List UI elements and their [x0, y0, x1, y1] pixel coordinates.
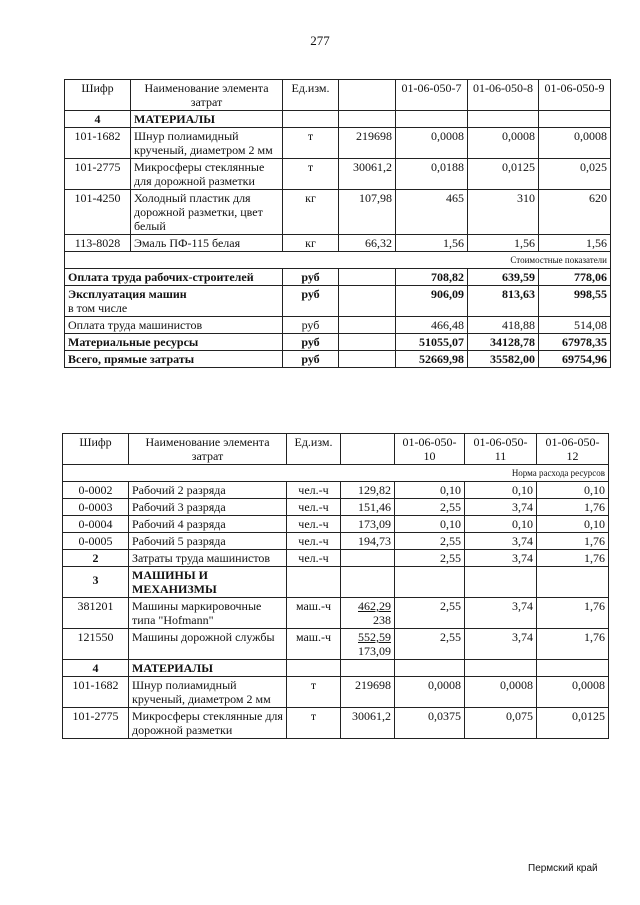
section-number: 4 [63, 660, 129, 677]
row-price: 66,32 [339, 235, 396, 252]
row-price: 30061,2 [341, 708, 395, 739]
cost-row [65, 286, 611, 317]
row-price: 107,98 [339, 190, 396, 235]
section-number: 3 [63, 567, 129, 598]
row-value-1: 2,55 [395, 499, 465, 516]
row-value-1: 465 [396, 190, 468, 235]
row-name: Рабочий 3 разряда [129, 499, 287, 516]
row-price: 219698 [339, 128, 396, 159]
row-value-3: 0,10 [537, 482, 609, 499]
table-row [63, 598, 609, 629]
cost-value-1: 708,82 [396, 269, 468, 286]
row-name: Шнур полиамидный крученый, диаметром 2 мм [129, 677, 287, 708]
row-name: Шнур полиамидный крученый, диаметром 2 мм [131, 128, 283, 159]
header-price [341, 434, 395, 465]
row-value-2: 0,0008 [468, 128, 539, 159]
header-code: Шифр [63, 434, 129, 465]
header-price [339, 80, 396, 111]
row-price: 129,82 [341, 482, 395, 499]
header-code-col-3: 01-06-050-12 [537, 434, 609, 465]
section-row [63, 567, 609, 598]
row-value-3: 0,0008 [539, 128, 611, 159]
section-unit: чел.-ч [287, 550, 341, 567]
row-price: 552,59 [358, 630, 391, 644]
row-code: 113-8028 [65, 235, 131, 252]
row-name: Рабочий 2 разряда [129, 482, 287, 499]
row-code: 101-4250 [65, 190, 131, 235]
header-code: Шифр [65, 80, 131, 111]
table-row [63, 499, 609, 516]
row-name: Холодный пластик для дорожной разметки, цвет белый [131, 190, 283, 235]
row-price-secondary: 173,09 [358, 644, 391, 658]
table-header-row [63, 434, 609, 465]
cost-name-cell [65, 286, 283, 317]
row-value-1: 1,56 [396, 235, 468, 252]
row-price-secondary: 238 [373, 613, 391, 627]
header-unit: Ед.изм. [287, 434, 341, 465]
row-unit: чел.-ч [287, 482, 341, 499]
row-code: 381201 [63, 598, 129, 629]
table-header-row [65, 80, 611, 111]
cost-row [65, 269, 611, 286]
table-row [65, 128, 611, 159]
row-value-2: 310 [468, 190, 539, 235]
row-unit: т [283, 159, 339, 190]
row-name: Машины маркировочные типа "Hofmann" [129, 598, 287, 629]
row-name: Рабочий 5 разряда [129, 533, 287, 550]
header-code-col-3: 01-06-050-9 [539, 80, 611, 111]
resource-table-2 [62, 433, 609, 739]
row-unit: т [283, 128, 339, 159]
cost-unit: руб [283, 286, 339, 317]
section-number: 4 [65, 111, 131, 128]
row-value-1: 0,0008 [396, 128, 468, 159]
row-value-3: 1,76 [537, 598, 609, 629]
row-unit: маш.-ч [287, 629, 341, 660]
row-value-2: 0,10 [465, 516, 537, 533]
table-row [63, 677, 609, 708]
row-value-3: 0,10 [537, 516, 609, 533]
row-price-cell [341, 629, 395, 660]
cost-value-1: 52669,98 [396, 351, 468, 368]
cost-value-3: 69754,96 [539, 351, 611, 368]
row-value-2: 0,0008 [465, 677, 537, 708]
cost-value-3: 998,55 [539, 286, 611, 317]
row-price: 194,73 [341, 533, 395, 550]
section-title: МАТЕРИАЛЫ [129, 660, 287, 677]
row-unit: чел.-ч [287, 533, 341, 550]
row-value-3: 0,0125 [537, 708, 609, 739]
row-value-2: 0,10 [465, 482, 537, 499]
row-unit: т [287, 708, 341, 739]
cost-name: Материальные ресурсы [65, 334, 283, 351]
norm-header-row [63, 465, 609, 482]
norm-header: Норма расхода ресурсов [63, 465, 609, 482]
section-row [63, 660, 609, 677]
row-value-3: 1,56 [539, 235, 611, 252]
header-name: Наименование элемента затрат [131, 80, 283, 111]
row-value-1: 0,10 [395, 516, 465, 533]
row-value-2: 0,075 [465, 708, 537, 739]
section-row [63, 550, 609, 567]
cost-value-2: 418,88 [468, 317, 539, 334]
cost-value-2: 813,63 [468, 286, 539, 317]
cost-unit: руб [283, 269, 339, 286]
table-row [65, 190, 611, 235]
section-title: Затраты труда машинистов [129, 550, 287, 567]
section-value-2: 3,74 [465, 550, 537, 567]
cost-value-2: 35582,00 [468, 351, 539, 368]
row-value-3: 1,76 [537, 499, 609, 516]
cost-row [65, 334, 611, 351]
cost-name: Всего, прямые затраты [65, 351, 283, 368]
cost-row [65, 317, 611, 334]
table-row [65, 159, 611, 190]
row-code: 0-0002 [63, 482, 129, 499]
cost-subtitle: в том числе [68, 301, 128, 315]
page-number: 277 [310, 33, 330, 48]
cost-value-1: 51055,07 [396, 334, 468, 351]
row-value-1: 2,55 [395, 598, 465, 629]
cost-value-2: 639,59 [468, 269, 539, 286]
row-unit: т [287, 677, 341, 708]
cost-name: Эксплуатация машин [68, 287, 187, 301]
row-value-2: 3,74 [465, 629, 537, 660]
row-value-3: 0,0008 [537, 677, 609, 708]
row-price-cell [341, 598, 395, 629]
row-value-3: 620 [539, 190, 611, 235]
section-value-3: 1,76 [537, 550, 609, 567]
row-price: 219698 [341, 677, 395, 708]
row-value-2: 0,0125 [468, 159, 539, 190]
table-row [63, 629, 609, 660]
row-value-2: 3,74 [465, 598, 537, 629]
row-price: 462,29 [358, 599, 391, 613]
row-unit: маш.-ч [287, 598, 341, 629]
row-value-1: 2,55 [395, 629, 465, 660]
row-name: Эмаль ПФ-115 белая [131, 235, 283, 252]
row-name: Микросферы стеклянные для дорожной разметки [131, 159, 283, 190]
row-name: Машины дорожной службы [129, 629, 287, 660]
cost-unit: руб [283, 351, 339, 368]
header-code-col-2: 01-06-050-8 [468, 80, 539, 111]
row-value-1: 0,0375 [395, 708, 465, 739]
row-price: 173,09 [341, 516, 395, 533]
table-row [63, 533, 609, 550]
row-unit: кг [283, 190, 339, 235]
cost-name: Оплата труда рабочих-строителей [65, 269, 283, 286]
section-row [65, 111, 611, 128]
row-value-3: 1,76 [537, 533, 609, 550]
row-value-2: 3,74 [465, 499, 537, 516]
row-value-3: 1,76 [537, 629, 609, 660]
row-code: 121550 [63, 629, 129, 660]
row-code: 101-2775 [65, 159, 131, 190]
section-value-1: 2,55 [395, 550, 465, 567]
resource-table-1 [64, 79, 611, 368]
cost-row [65, 351, 611, 368]
row-value-2: 3,74 [465, 533, 537, 550]
header-name: Наименование элемента затрат [129, 434, 287, 465]
cost-name: Оплата труда машинистов [65, 317, 283, 334]
row-code: 101-1682 [65, 128, 131, 159]
row-value-1: 0,10 [395, 482, 465, 499]
row-unit: чел.-ч [287, 499, 341, 516]
header-code-col-2: 01-06-050-11 [465, 434, 537, 465]
row-price: 151,46 [341, 499, 395, 516]
table-row [63, 708, 609, 739]
section-number: 2 [63, 550, 129, 567]
row-code: 0-0004 [63, 516, 129, 533]
cost-value-3: 67978,35 [539, 334, 611, 351]
table-row [65, 235, 611, 252]
row-value-1: 2,55 [395, 533, 465, 550]
cost-value-2: 34128,78 [468, 334, 539, 351]
row-code: 0-0003 [63, 499, 129, 516]
header-unit: Ед.изм. [283, 80, 339, 111]
row-value-1: 0,0188 [396, 159, 468, 190]
row-value-1: 0,0008 [395, 677, 465, 708]
cost-unit: руб [283, 334, 339, 351]
table-row [63, 516, 609, 533]
row-code: 101-1682 [63, 677, 129, 708]
cost-value-3: 514,08 [539, 317, 611, 334]
row-name: Рабочий 4 разряда [129, 516, 287, 533]
cost-indicators-header-row [65, 252, 611, 269]
section-title: МАТЕРИАЛЫ [131, 111, 283, 128]
cost-value-1: 906,09 [396, 286, 468, 317]
row-unit: кг [283, 235, 339, 252]
row-name: Микросферы стеклянные для дорожной разметки [129, 708, 287, 739]
cost-indicators-header: Стоимостные показатели [65, 252, 611, 269]
row-code: 0-0005 [63, 533, 129, 550]
row-unit: чел.-ч [287, 516, 341, 533]
header-code-col-1: 01-06-050-7 [396, 80, 468, 111]
row-value-3: 0,025 [539, 159, 611, 190]
section-title: МАШИНЫ И МЕХАНИЗМЫ [129, 567, 287, 598]
cost-value-3: 778,06 [539, 269, 611, 286]
cost-value-1: 466,48 [396, 317, 468, 334]
row-value-2: 1,56 [468, 235, 539, 252]
cost-unit: руб [283, 317, 339, 334]
footer-region-label: Пермский край [528, 863, 598, 874]
table-row [63, 482, 609, 499]
row-code: 101-2775 [63, 708, 129, 739]
row-price: 30061,2 [339, 159, 396, 190]
header-code-col-1: 01-06-050-10 [395, 434, 465, 465]
